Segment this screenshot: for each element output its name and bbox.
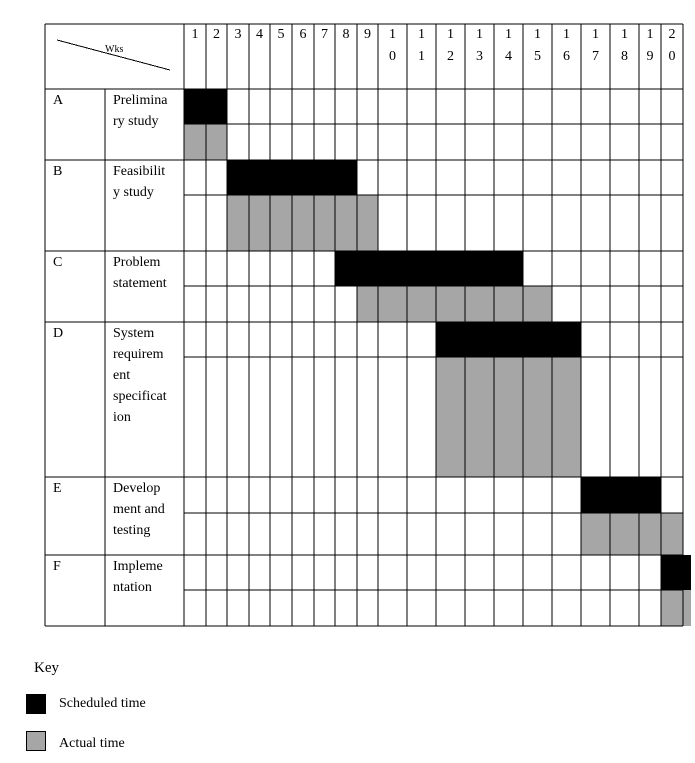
week-label-8: 8 <box>342 27 350 42</box>
task-name-b: Feasibilit y study <box>113 164 166 200</box>
week-label-1: 1 <box>191 27 199 42</box>
scheduled-bar-e <box>581 477 661 513</box>
key-title: Key <box>34 660 59 676</box>
week-label-3: 3 <box>234 27 242 42</box>
task-id-c: C <box>53 255 63 270</box>
week-label-18: 1 8 <box>621 27 628 64</box>
actual-bar-d <box>436 357 581 477</box>
key-swatch-scheduled <box>26 694 46 714</box>
week-label-16: 1 6 <box>563 27 570 64</box>
task-name-e: Develop ment and testing <box>113 481 165 538</box>
week-label-6: 6 <box>299 27 307 42</box>
task-id-a: A <box>53 93 64 108</box>
week-label-14: 1 4 <box>505 27 512 64</box>
week-label-12: 1 2 <box>447 27 454 64</box>
week-label-7: 7 <box>321 27 328 42</box>
week-label-9: 9 <box>364 27 371 42</box>
actual-bar-b <box>227 195 378 251</box>
week-label-5: 5 <box>277 27 285 42</box>
task-id-d: D <box>53 326 64 341</box>
scheduled-bar-d <box>436 322 581 357</box>
week-label-4: 4 <box>256 27 263 42</box>
week-label-10: 1 0 <box>389 27 396 64</box>
scheduled-bar-c <box>335 251 523 286</box>
key-label-scheduled: Scheduled time <box>59 696 146 711</box>
week-label-17: 1 7 <box>592 27 599 64</box>
task-name-d: System requirem ent specificat ion <box>113 326 167 425</box>
key-label-actual: Actual time <box>59 736 125 751</box>
scheduled-bar-f <box>661 555 691 590</box>
actual-bar-f <box>661 590 691 626</box>
week-label-20: 2 0 <box>668 27 676 64</box>
actual-bar-e <box>581 513 683 555</box>
key-swatch-actual <box>26 731 46 751</box>
task-name-c: Problem statement <box>113 255 167 291</box>
task-name-f: Impleme ntation <box>113 559 163 595</box>
task-name-a: Prelimina ry study <box>113 93 168 129</box>
task-id-f: F <box>53 559 61 574</box>
week-label-15: 1 5 <box>534 27 541 64</box>
task-id-b: B <box>53 164 63 179</box>
week-label-13: 1 3 <box>476 27 483 64</box>
corner-label: Wks <box>105 44 124 55</box>
task-id-e: E <box>53 481 62 496</box>
week-label-11: 1 1 <box>418 27 425 64</box>
week-label-2: 2 <box>213 27 220 42</box>
week-label-19: 1 9 <box>646 27 654 64</box>
